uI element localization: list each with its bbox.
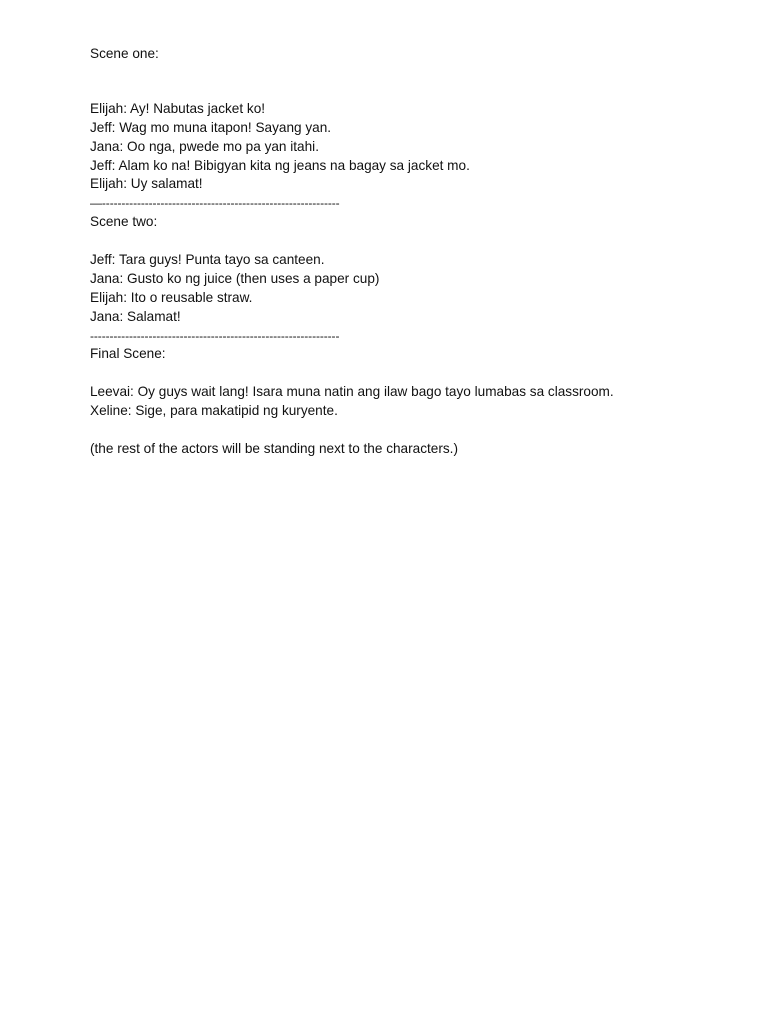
spacer — [90, 64, 730, 100]
dialogue-line: Jeff: Alam ko na! Bibigyan kita ng jeans na bagay sa jacket mo. — [90, 157, 470, 173]
dialogue-line: Jana: Salamat! — [90, 308, 181, 324]
dialogue-line: Elijah: Ito o reusable straw. — [90, 289, 253, 305]
dialogue-line: Elijah: Ay! Nabutas jacket ko! — [90, 100, 266, 116]
spacer — [90, 421, 730, 440]
dialogue-line: Elijah: Uy salamat! — [90, 176, 203, 192]
scene-divider: —------------------------------------------------------------- — [90, 196, 340, 211]
scene-divider: ---------------------------------------------------------------- — [90, 328, 340, 343]
stage-note: (the rest of the actors will be standing next to the characters.) — [90, 440, 458, 456]
spacer — [90, 232, 730, 251]
dialogue-line: Leevai: Oy guys wait lang! Isara muna natin ang ilaw bago tayo lumabas sa classroom. — [90, 384, 614, 400]
dialogue-line: Jeff: Tara guys! Punta tayo sa canteen. — [90, 252, 325, 268]
final-scene-heading: Final Scene: — [90, 346, 166, 362]
spacer — [90, 364, 730, 383]
dialogue-line: Jana: Gusto ko ng juice (then uses a paper cup) — [90, 270, 380, 286]
dialogue-line: Jana: Oo nga, pwede mo pa yan itahi. — [90, 138, 319, 154]
dialogue-line: Xeline: Sige, para makatipid ng kuryente. — [90, 403, 338, 419]
scene-two-heading: Scene two: — [90, 214, 158, 230]
script-document — [90, 45, 730, 459]
dialogue-line: Jeff: Wag mo muna itapon! Sayang yan. — [90, 119, 332, 135]
scene-one-heading: Scene one: — [90, 46, 159, 61]
